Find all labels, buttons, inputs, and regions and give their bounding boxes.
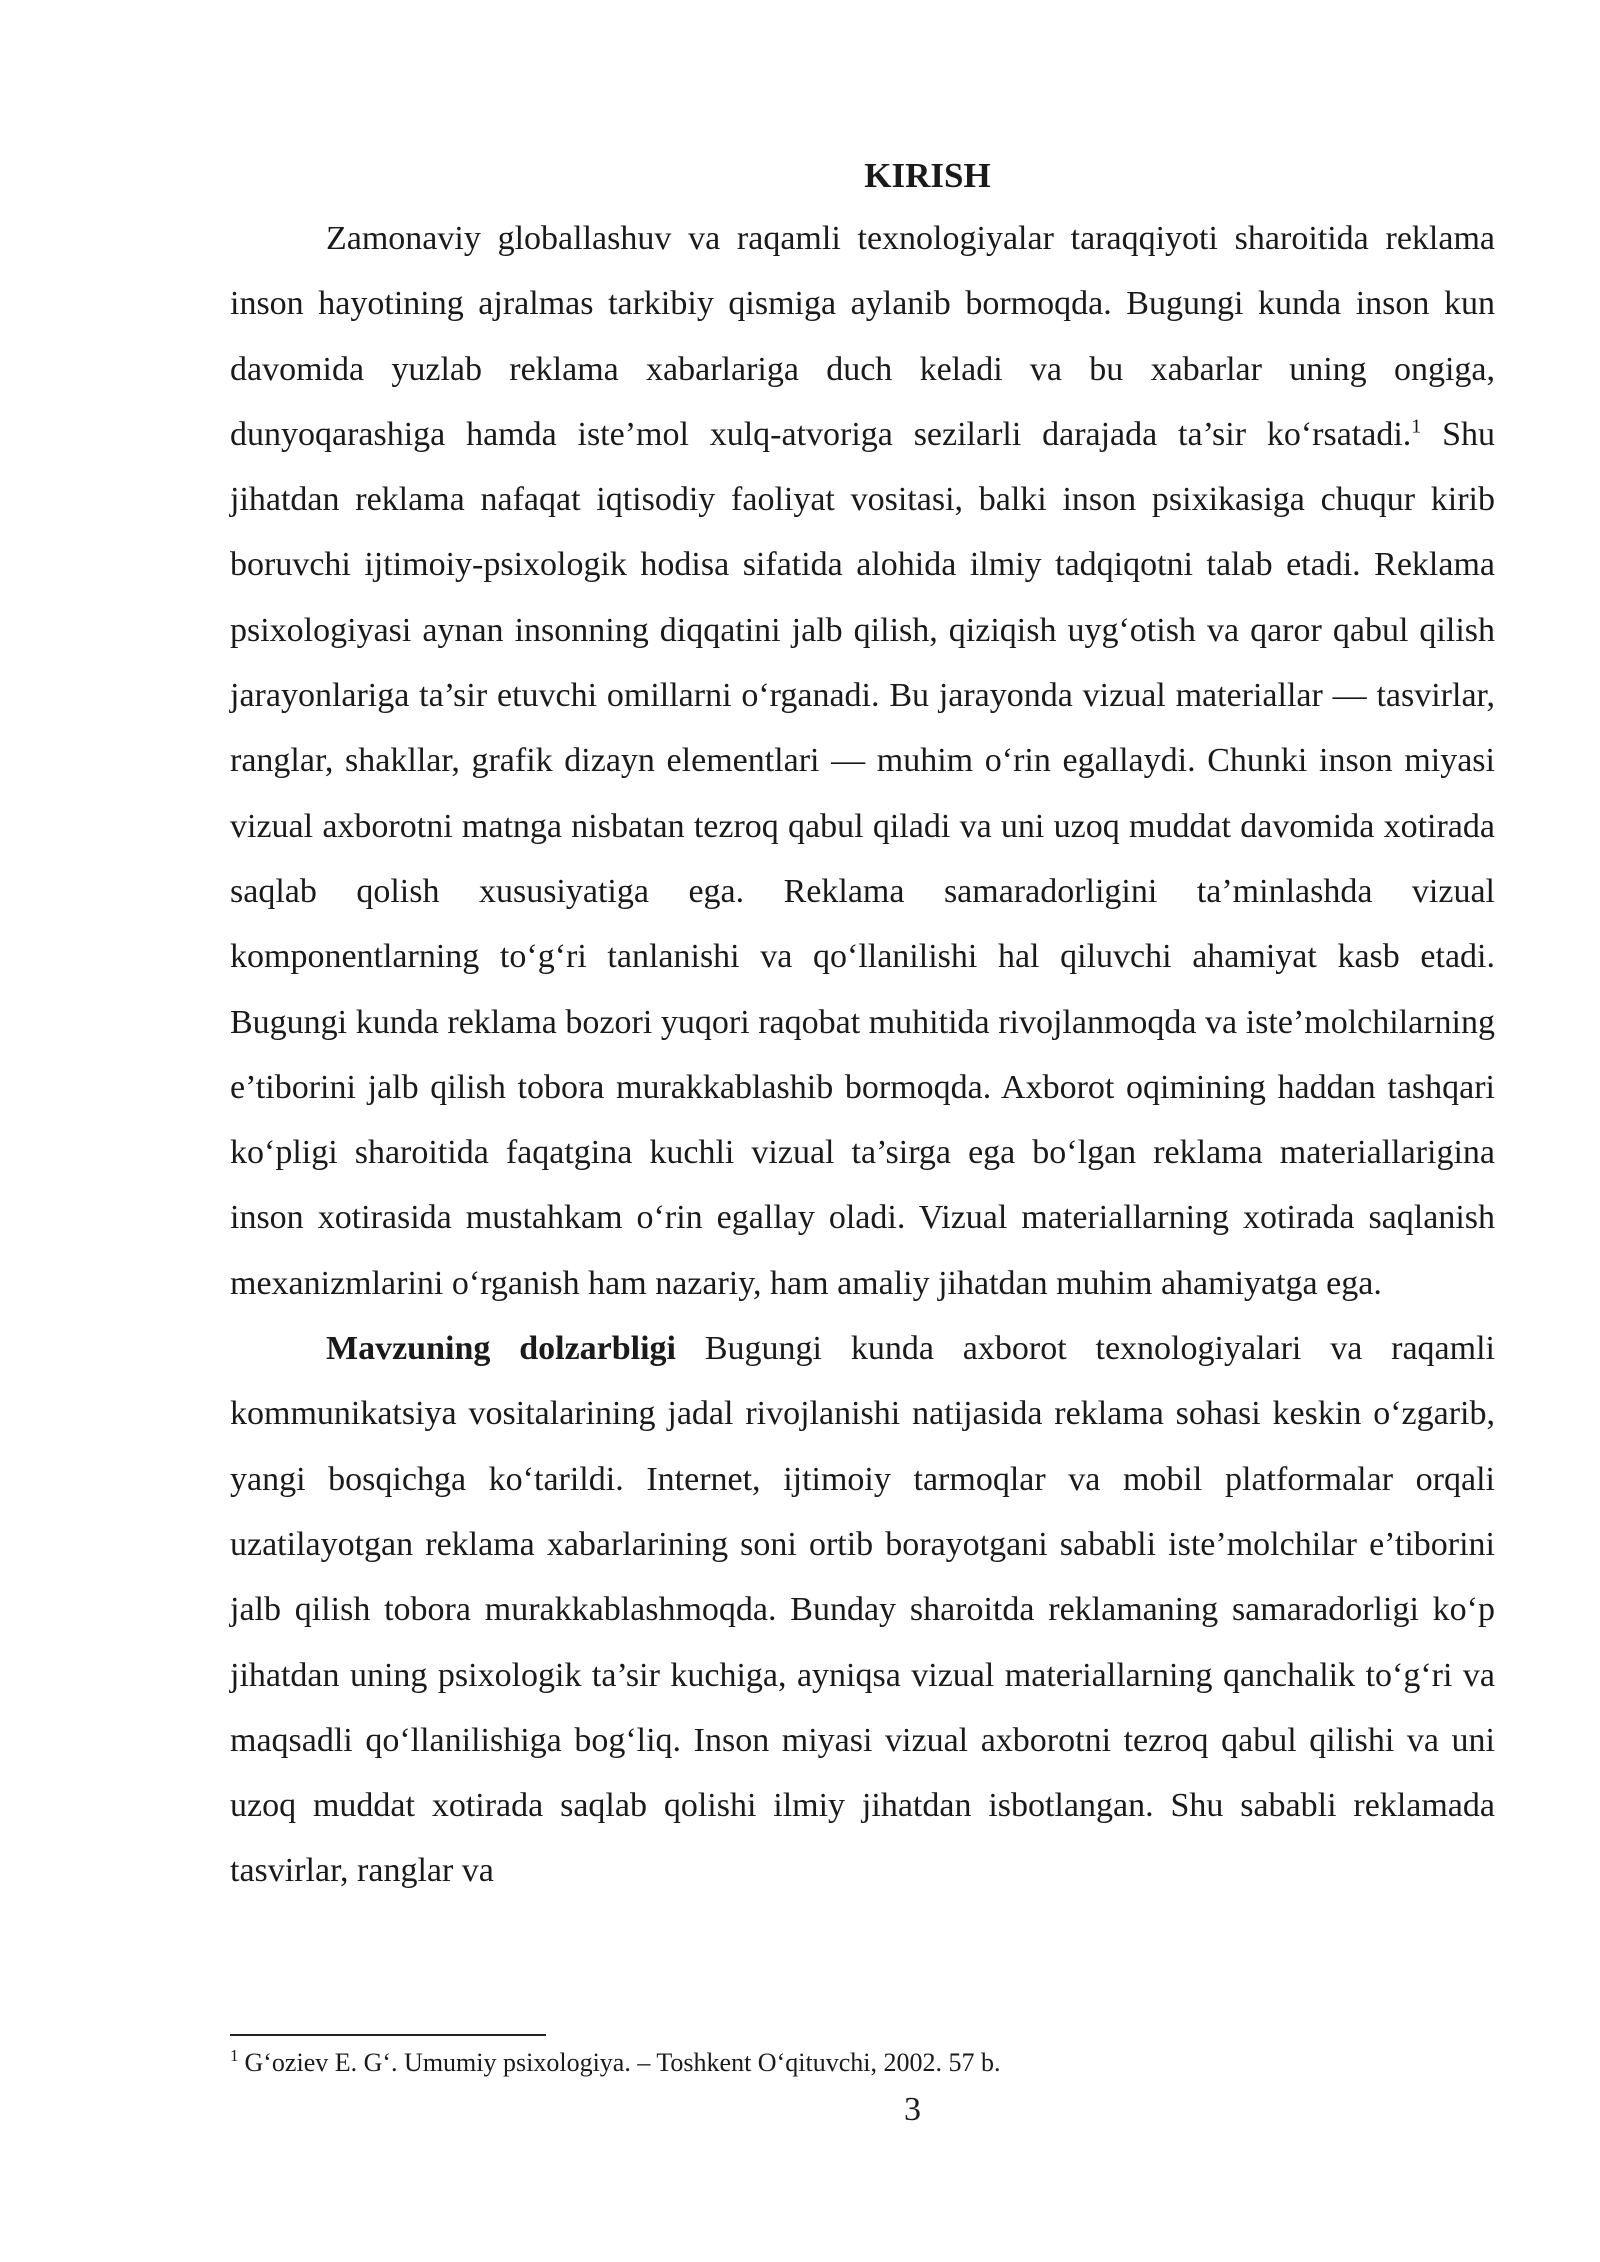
page-title: KIRISH	[864, 156, 991, 195]
page-number: 3	[904, 2091, 921, 2128]
footnote	[230, 2046, 1495, 2080]
document-body	[230, 150, 1495, 1904]
relevance-heading: Mavzuning dolzarbligi	[326, 1330, 676, 1368]
relevance-text: Bugungi kunda axborot texnologiyalari va raqamli kommunikatsiya vositalarining jadal rivojlanishi natijasida reklama sohasi keskin o‘zgarib, yangi bosqichga ko‘tarildi. Internet, ijtimoiy tarmoqlar va mobil platformalar orqali uzatilayotgan reklama xabarlarining soni ortib borayotgani sababli iste’molchilar e’tiborini jalb qilish tobora murakkablashmoqda. Bunday sharoitda reklamaning samaradorligi ko‘p jihatdan uning psixologik ta’sir kuchiga, ayniqsa vizual materiallarning qanchalik to‘g‘ri va maqsadli qo‘llanilishiga bog‘liq. Inson miyasi vizual axborotni tezroq qabul qilishi va uni uzoq muddat xotirada saqlab qolishi ilmiy jihatdan isbotlangan. Shu sababli reklamada tasvirlar, ranglar va	[230, 1330, 1495, 1890]
intro-text-part-1: Zamonaviy globallashuv va raqamli texnologiyalar taraqqiyoti sharoitida reklama inson hayotining ajralmas tarkibiy qismiga aylanib bormoqda. Bugungi kunda inson kun davomida yuzlab reklama xabarlariga duch keladi va bu xabarlar uning ongiga, dunyoqarashiga hamda iste’mol xulq-atvoriga sezilarli darajada ta’sir ko‘rsatadi.	[230, 220, 1495, 453]
relevance-paragraph	[230, 1316, 1495, 1904]
footnote-reference[interactable]: 1	[1411, 415, 1422, 438]
footnote-number: 1	[230, 2046, 239, 2066]
intro-text-part-2: Shu jihatdan reklama nafaqat iqtisodiy faoliyat vositasi, balki inson psixikasiga chuqur kirib boruvchi ijtimoiy-psixologik hodisa sifatida alohida ilmiy tadqiqotni talab etadi. Reklama psixologiyasi aynan insonning diqqatini jalb qilish, qiziqish uyg‘otish va qaror qabul qilish jarayonlariga ta’sir etuvchi omillarni o‘rganadi. Bu jarayonda vizual materiallar — tasvirlar, ranglar, shakllar, grafik dizayn elementlari — muhim o‘rin egallaydi. Chunki inson miyasi vizual axborotni matnga nisbatan tezroq qabul qiladi va uni uzoq muddat davomida xotirada saqlab qolish xususiyatiga ega. Reklama samaradorligini ta’minlashda vizual komponentlarning to‘g‘ri tanlanishi va qo‘llanilishi hal qiluvchi ahamiyat kasb etadi. Bugungi kunda reklama bozori yuqori raqobat muhitida rivojlanmoqda va iste’molchilarning e’tiborini jalb qilish tobora murakkablashib bormoqda. Axborot oqimining haddan tashqari ko‘pligi sharoitida faqatgina kuchli vizual ta’sirga ega bo‘lgan reklama materiallarigina inson xotirasida mustahkam o‘rin egallay oladi. Vizual materiallarning xotirada saqlanish mexanizmlarini o‘rganish ham nazariy, ham amaliy jihatdan muhim ahamiyatga ega.	[230, 415, 1495, 1302]
footnote-text: G‘oziev E. G‘. Umumiy psixologiya. – Toshkent O‘qituvchi, 2002. 57 b.	[244, 2048, 1001, 2077]
footnote-divider	[230, 2034, 546, 2036]
intro-paragraph	[230, 206, 1495, 1316]
